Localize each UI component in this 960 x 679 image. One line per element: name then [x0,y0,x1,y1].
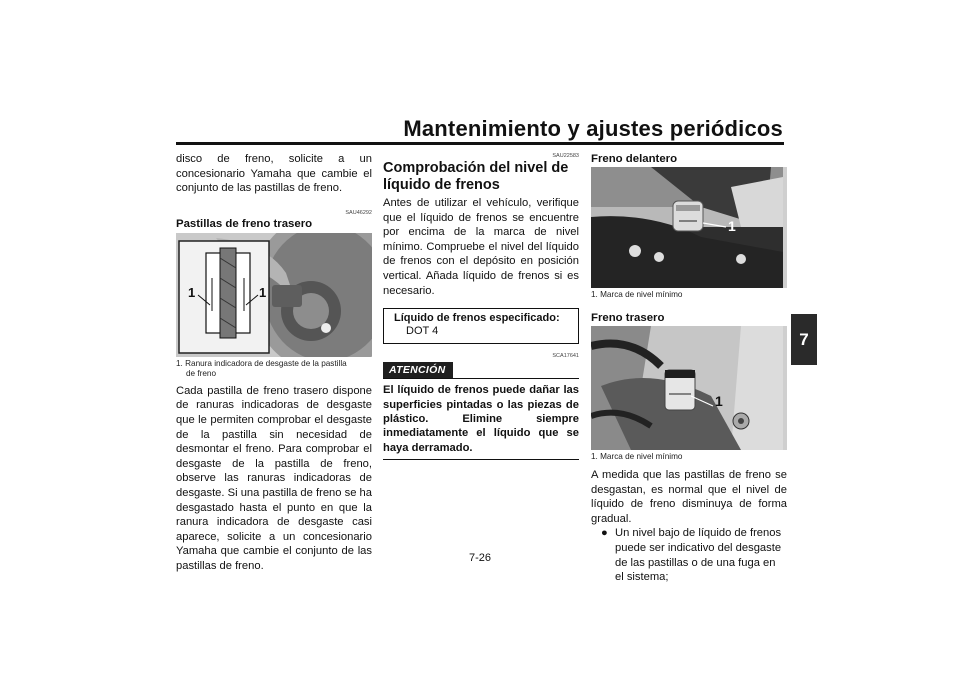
section-code: SAU22583 [552,153,579,159]
spec-value: DOT 4 [406,325,439,338]
fluid-level-paragraph: A medida que las pastillas de freno se desgastan, es normal que el nivel de líquido de freno disminuya de forma gradual. [591,469,787,525]
callout-1-front: 1 [728,218,736,234]
rear-brake-pads-illustration [176,233,372,357]
callout-1-right: 1 [259,284,267,300]
page-header [0,0,960,150]
warning-text: El líquido de frenos puede dañar las superficies pintadas o las piezas de plástico. Elimine siempre inmediatamente el líquido que se haya derramado. [383,383,579,460]
header-rule [176,142,784,145]
page-number: 7-26 [468,552,492,564]
column-middle [383,152,579,460]
rear-pads-paragraph: Cada pastilla de freno trasero dispone de ranuras indicadoras de desgaste que le permiten comprobar el desgaste de la pastilla sin necesidad de desmontar el freno. Para comprobar el desgaste de la pastilla de freno, observe las ranuras indicadoras de desgaste. Si una pastilla de freno se ha desgastado hasta el punto en que la ranura indicadora de desgaste casi aparece, solicite a un concesionario Yamaha que cambie el conjunto de las pastillas de freno. [176,384,372,572]
figure-rear-reservoir [591,326,787,450]
page-title: Mantenimiento y ajustes periódicos [403,116,783,141]
bullet-icon: ● [601,527,608,540]
figure-caption-pads [176,359,372,379]
chapter-tab: 7 [791,314,817,365]
subheading-rear-brake: Freno trasero [591,312,665,324]
brake-fluid-paragraph: Antes de utilizar el vehículo, verifique que el líquido de frenos se encuentre por encima de la marca de nivel mínimo. Compruebe el nivel del líquido de frenos con el depósito en posición vertical. Añada líquido de frenos si es necesario. [383,197,579,297]
spec-title: Líquido de frenos especificado: [394,312,560,325]
spec-box [383,308,579,344]
atencion-code: SCA17641 [552,353,579,360]
atencion-header [383,360,579,379]
figure-caption-rear: 1. Marca de nivel mínimo [591,452,683,461]
figure-caption-front: 1. Marca de nivel mínimo [591,290,683,299]
callout-1-rear: 1 [715,393,723,409]
column-right [591,152,787,585]
section-code: SAU46292 [345,209,372,216]
callout-1-left: 1 [188,284,196,300]
column-left [176,152,372,574]
subheading-front-brake: Freno delantero [591,153,678,165]
subheading-rear-pads: Pastillas de freno trasero [176,217,313,230]
figure-rear-brake-pads [176,233,372,357]
bullet-text: Un nivel bajo de líquido de frenos puede ser indicativo del desgaste de las pastillas o de una fuga en el sistema; [615,527,782,584]
caption-line-2: de freno [186,368,217,378]
figure-front-reservoir [591,167,787,288]
caption-line-1: 1. Ranura indicadora de desgaste de la pastilla [176,358,347,368]
atencion-badge: ATENCIÓN [383,362,453,378]
front-reservoir-illustration [591,167,783,288]
intro-paragraph: disco de freno, solicite a un concesionario Yamaha que cambie el conjunto de las pastillas de freno. [176,153,372,195]
section-title-brake-fluid: Comprobación del nivel de líquido de frenos [383,160,569,193]
rear-reservoir-illustration [591,326,783,450]
